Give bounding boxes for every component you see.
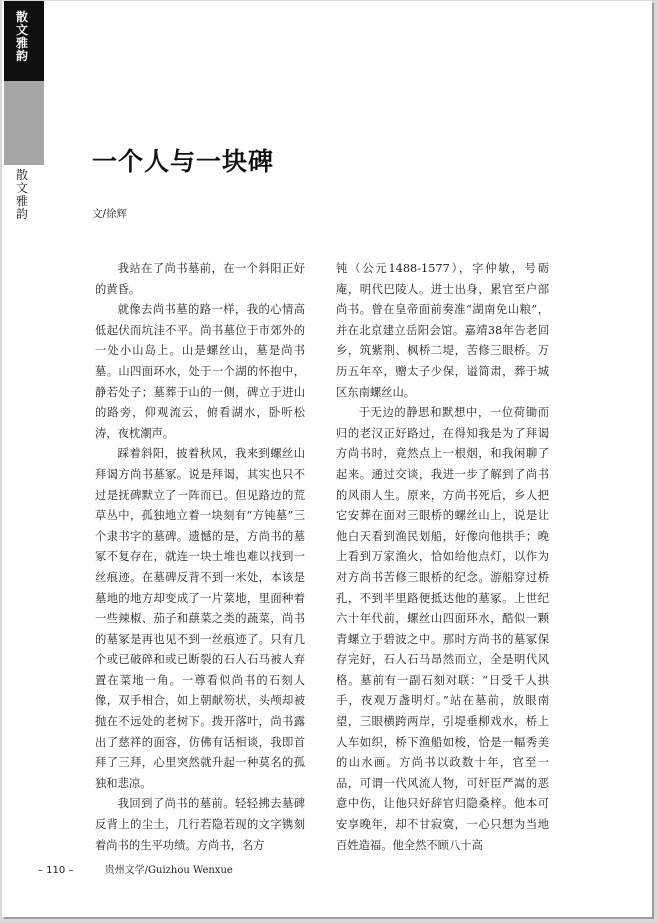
paragraph: 钝（公元1488-1577），字仲敏，号砺庵，明代巴陵人。进士出身，累官至户部尚书。曾在皇帝面前奏准“湖南免山粮”，并在北京建立岳阳会馆。嘉靖38年告老回乡，筑紫荆、枫桥二堤，苦修三眼桥。万历五年卒，赠太子少保，谥简肃，葬于城区东南螺丝山。 bbox=[336, 262, 549, 399]
paragraph: 我回到了尚书的墓前。轻轻拂去墓碑反背上的尘土，几行若隐若现的文字镌刻着尚书的生平功绩。方尚书，名方 bbox=[95, 797, 305, 852]
paragraph: 踩着斜阳，披着秋风，我来到螺丝山拜谒方尚书墓冢。说是拜谒，其实也只不过是抚碑默立了一阵而已。但见路边的荒草丛中，孤独地立着一块刻有“方钝墓”三个隶书字的墓碑。遗憾的是，方尚书的墓冢不复存在，就连一块土堆也难以找到一丝痕迹。在墓碑反背不到一米处，本该是墓地的地方却变成了一片菜地，里面种着一些辣椒、茄子和蕻菜之类的蔬菜，尚书的墓冢是再也见不到一丝痕迹了。只有几个或已破碎和或已断裂的石人石马被人弃置在菜地一角。一尊看似尚书的石刻人像，双手相合，如上朝献笏状，头颅却被抛在不远处的老树下。拨开落叶，尚书露出了慈祥的面容，仿佛有话相谈，我即首拜了三拜，心里突然就升起一种莫名的孤独和悲凉。 bbox=[95, 447, 305, 790]
article-byline: 文/徐辉 bbox=[92, 208, 128, 220]
page-number: – 110 – bbox=[38, 865, 74, 876]
paragraph: 就像去尚书墓的路一样，我的心情高低起伏而坑洼不平。尚书墓位于市郊外的一处小山岛上。山是螺丝山，墓是尚书墓。山四面环水，处于一个湖的怀抱中，静若处子；墓葬于山的一侧，碑立于进山的路旁，仰观流云，俯看湖水，卧听松涛，夜枕潮声。 bbox=[95, 303, 305, 440]
article-title: 一个人与一块碑 bbox=[92, 147, 275, 176]
page-footer bbox=[38, 861, 233, 876]
paragraph: 我站在了尚书墓前，在一个斜阳正好的黄昏。 bbox=[95, 262, 305, 296]
section-side-band bbox=[4, 81, 44, 221]
section-tab-label: 散文雅韵 bbox=[15, 10, 28, 63]
section-side-label: 散文雅韵 bbox=[15, 168, 28, 221]
paragraph: 于无边的静思和默想中，一位荷锄而归的老汉正好路过，在得知我是为了拜谒方尚书时，竟然点上一根烟，和我闲聊了起来。通过交谈，我进一步了解到了尚书的风雨人生。原来，方尚书死后，乡人把它安葬在面对三眼桥的螺丝山上，说是让他白天看到渔民划船，好像向他拱手；晚上看到万家渔火，恰如给他点灯，以作为对方尚书苦修三眼桥的纪念。游船穿过桥孔，不到半里路便抵达他的墓冢。上世纪六十年代前，螺丝山四面环水，酷似一颗青螺立于碧波之中。那时方尚书的墓冢保存完好，石人石马昂然而立，全是明代风格。墓前有一副石刻对联：“日受千人拱手，夜观万盏明灯。”站在墓前，放眼南望，三眼横跨两岸，引堤垂柳戏水，桥上人车如织，桥下渔船如梭，恰是一幅秀美的山水画。方尚书以政数十年，官至一品，可谓一代风流人物，可奸臣严嵩的恶意中伤，让他只好辞官归隐桑梓。他本可安享晚年，却不甘寂寞，一心只想为当地百姓造福。他全然不顾八十高 bbox=[336, 406, 549, 852]
article-column-left bbox=[95, 259, 305, 856]
section-tab bbox=[4, 1, 44, 81]
article-column-right bbox=[336, 259, 549, 856]
journal-name: 贵州文学/Guizhou Wenxue bbox=[104, 865, 233, 876]
magazine-page bbox=[2, 1, 652, 917]
